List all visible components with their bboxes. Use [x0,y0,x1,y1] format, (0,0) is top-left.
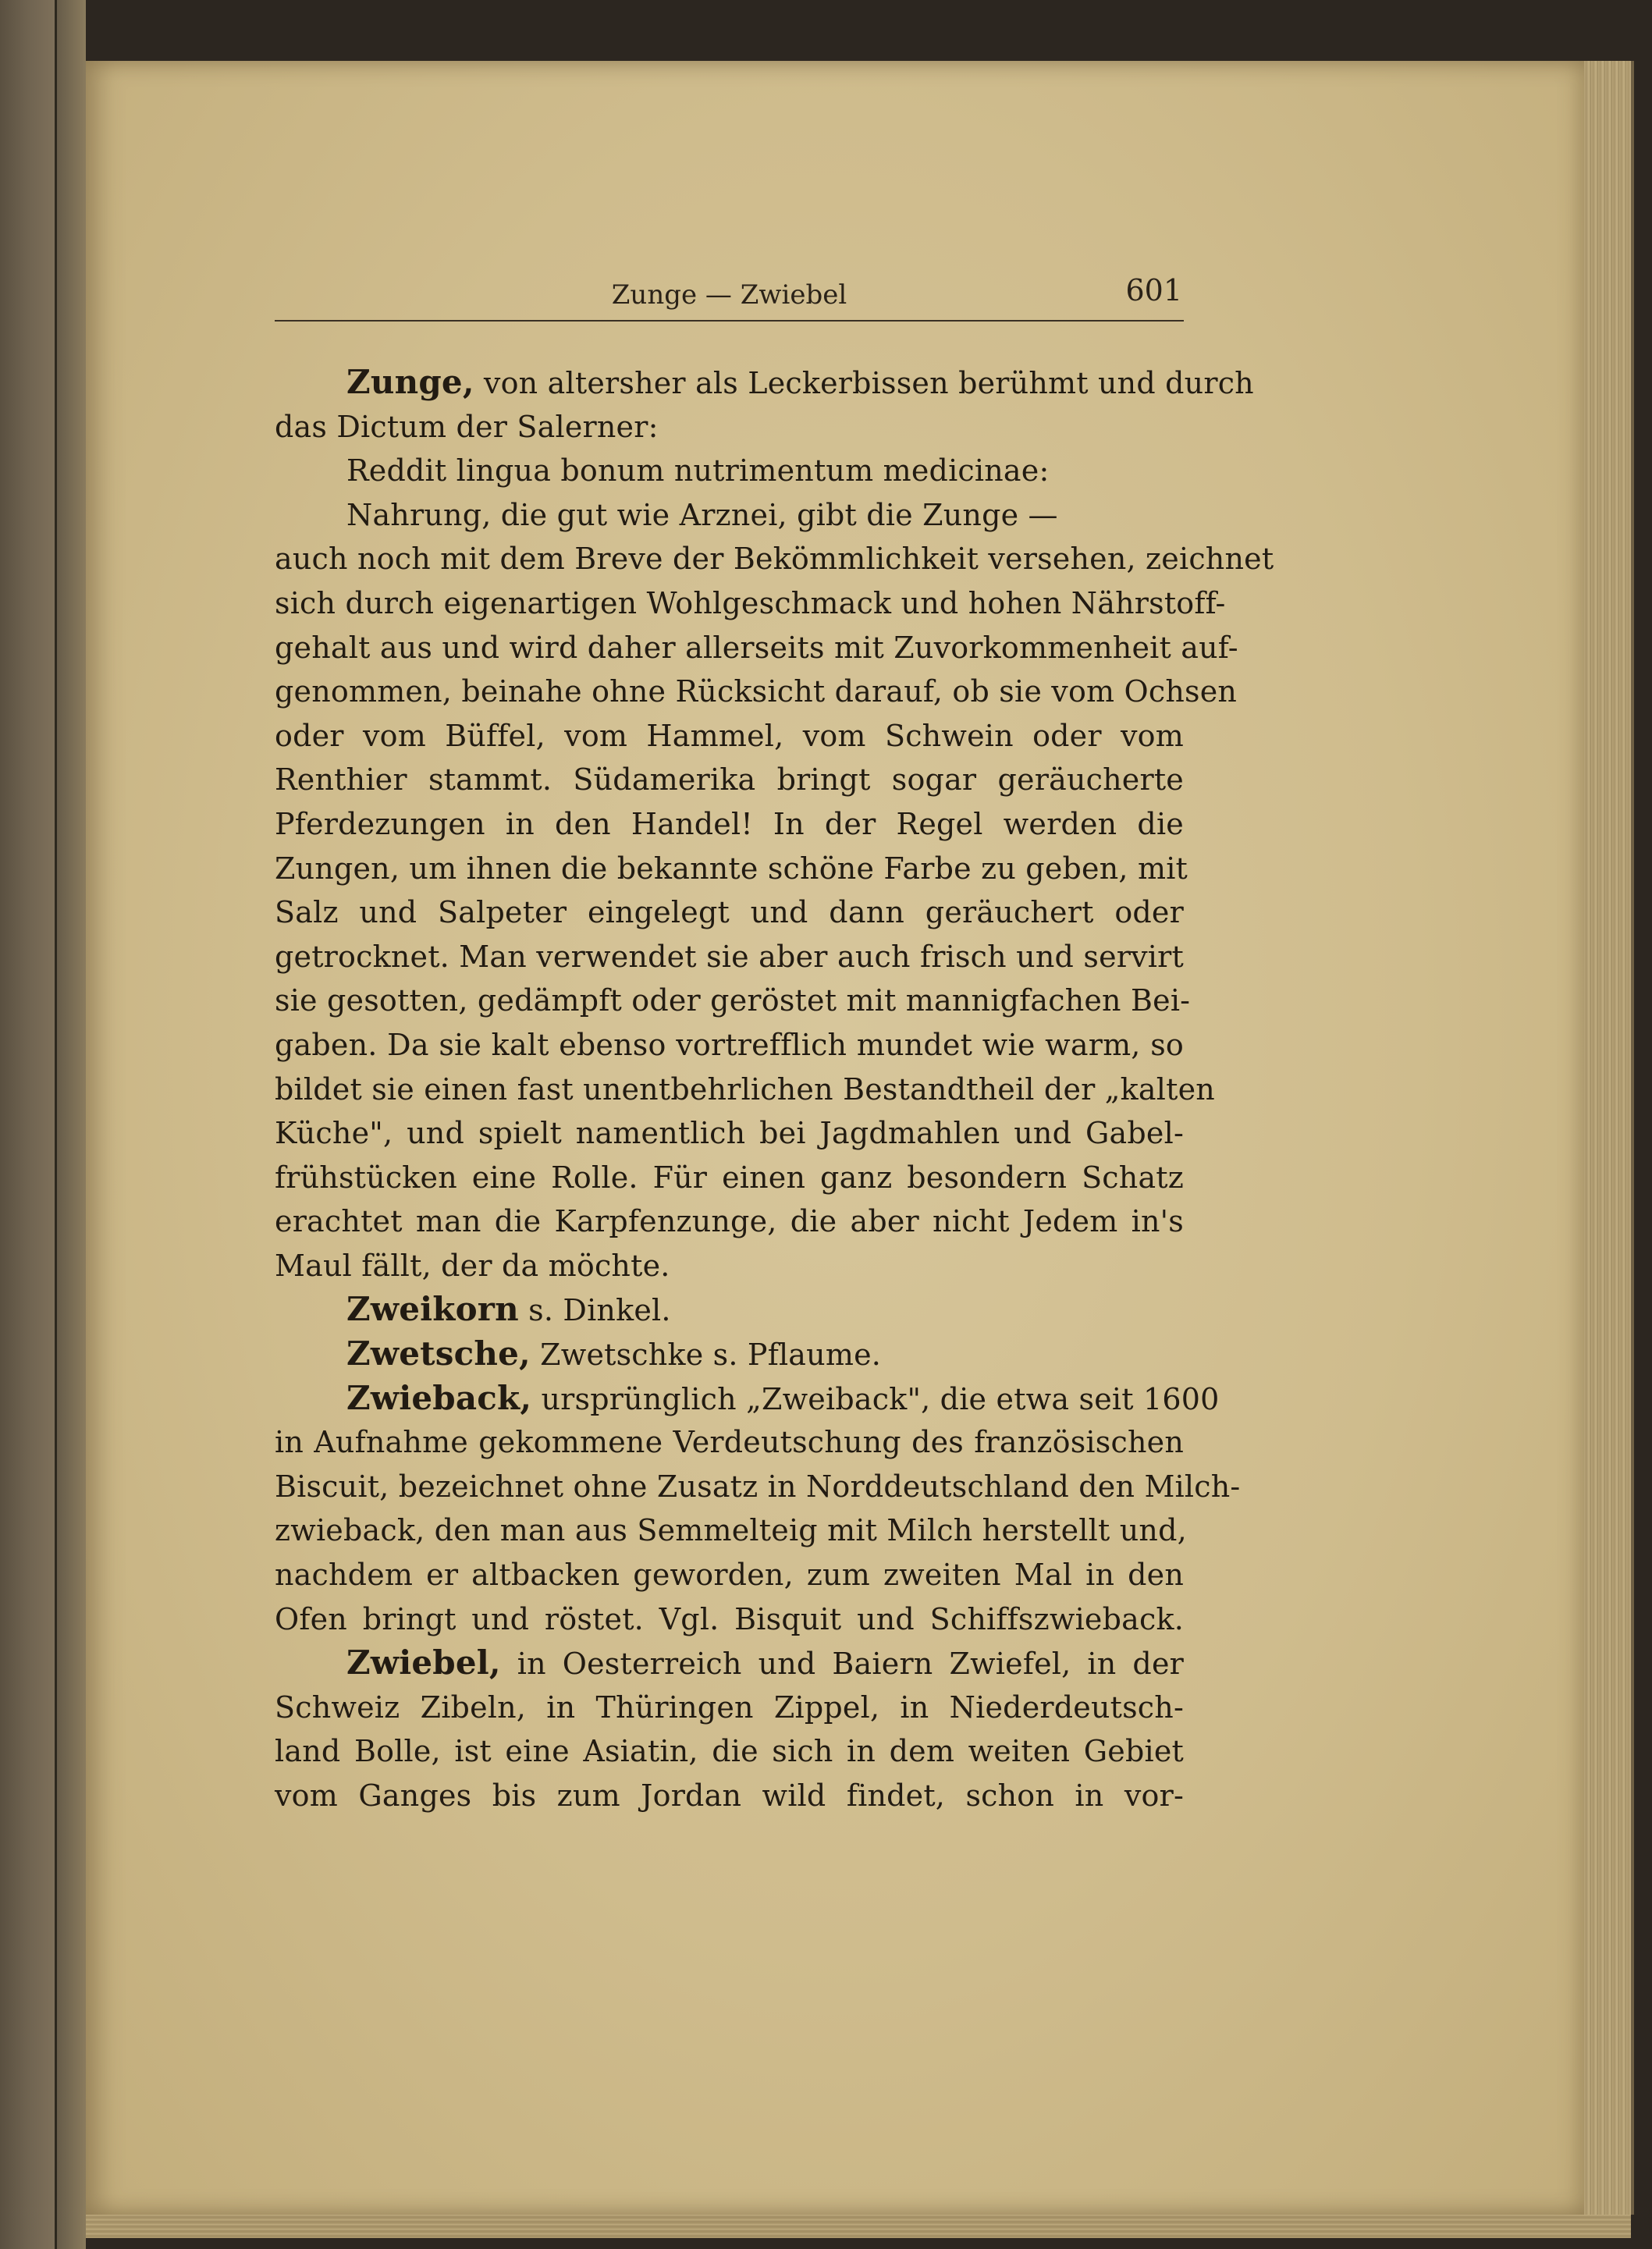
page-stack-right-edge [1584,61,1634,2215]
line-text: getrocknet. Man verwendet sie aber auch frisch und servirt [275,939,1184,974]
text-line [275,1199,1184,1244]
line-text: sie gesotten, gedämpft oder geröstet mit mannigfachen Bei- [275,983,1191,1018]
text-line [275,1420,1184,1465]
line-text: vom Ganges bis zum Jordan wild findet, schon in vor- [275,1778,1184,1813]
line-text: genommen, beinahe ohne Rücksicht darauf, ob sie vom Ochsen [275,674,1238,709]
text-line [275,1156,1184,1200]
text-line [275,670,1238,714]
line-text: Salz und Salpeter eingelegt und dann geräuchert oder [275,895,1184,930]
page-stack-bottom-edge [86,2215,1631,2238]
line-text: in Aufnahme gekommene Verdeutschung des französischen [275,1425,1184,1460]
line-text: Maul fällt, der da möchte. [275,1248,670,1283]
text-line [275,1686,1184,1730]
line-text: frühstücken eine Rolle. Für einen ganz besondern Schatz [275,1160,1184,1195]
line-text: Zungen, um ihnen die bekannte schöne Farbe zu geben, mit [275,851,1188,886]
line-text: Reddit lingua bonum nutrimentum medicinae: [346,453,1050,489]
entry-term: Zunge, [346,363,474,401]
line-text: nachdem er altbacken geworden, zum zweiten Mal in den [275,1558,1184,1593]
line-text: gaben. Da sie kalt ebenso vortrefflich mundet wie warm, so [275,1027,1184,1062]
entry-term: Zwieback, [346,1378,532,1417]
text-line [275,626,1238,670]
text-line [275,1244,1184,1288]
text-line [275,758,1184,802]
text-line [275,581,1226,626]
entry-term: Zwetsche, [346,1334,531,1373]
line-text: Nahrung, die gut wie Arznei, gibt die Zunge — [346,497,1058,532]
text-line [275,449,1184,493]
line-text: bildet sie einen fast unentbehrlichen Bestandtheil der „kalten [275,1071,1215,1107]
text-line [275,537,1274,581]
line-text: in Oesterreich und Baiern Zwiefel, in der [500,1647,1184,1682]
line-text: Biscuit, bezeichnet ohne Zusatz in Norddeutschland den Milch- [275,1469,1241,1504]
text-line [275,1377,1220,1421]
text-line [275,1508,1187,1553]
text-line [275,1111,1184,1156]
text-line [275,1023,1184,1068]
page-number: 601 [1125,273,1182,307]
line-text: Pferdezungen in den Handel! In der Regel werden die [275,806,1184,841]
text-line [275,847,1188,891]
line-text: land Bolle, ist eine Asiatin, die sich in dem weiten Gebiet [275,1734,1184,1769]
text-line [275,1774,1184,1818]
running-head: Zunge — Zwiebel [611,279,847,311]
line-text: s. Dinkel. [518,1293,671,1328]
text-line [275,979,1191,1023]
line-text: Zwetschke s. Pflaume. [530,1338,882,1373]
line-text: von altersher als Leckerbissen berühmt und durch [474,366,1254,400]
text-line [275,935,1184,979]
text-line [275,1068,1215,1112]
line-text: das Dictum der Salerner: [275,409,659,444]
body-text [275,361,1274,1818]
text-line [275,361,1254,405]
text-line [275,1332,1184,1377]
line-text: auch noch mit dem Breve der Bekömmlichkeit versehen, zeichnet [275,542,1274,577]
text-line [275,1597,1184,1642]
page-header [275,273,1184,322]
line-text: Schweiz Zibeln, in Thüringen Zippel, in Niederdeutsch- [275,1689,1184,1725]
text-line [275,1465,1241,1509]
text-line [275,1729,1184,1774]
entry-term: Zwiebel, [346,1643,501,1682]
line-text: ursprünglich „Zweiback", die etwa seit 1600 [531,1381,1220,1416]
line-text: zwieback, den man aus Semmelteig mit Milch herstellt und, [275,1513,1187,1548]
line-text: Renthier stammt. Südamerika bringt sogar geräucherte [275,762,1184,798]
line-text: erachtet man die Karpfenzunge, die aber nicht Jedem in's [275,1204,1184,1239]
text-line [275,1288,1184,1332]
text-line [275,890,1184,935]
text-line [275,714,1184,759]
book-cover-edge [0,0,57,2249]
line-text: sich durch eigenartigen Wohlgeschmack und hohen Nährstoff- [275,585,1226,620]
line-text: Küche", und spielt namentlich bei Jagdmahlen und Gabel- [275,1116,1184,1151]
line-text: gehalt aus und wird daher allerseits mit Zuvorkommenheit auf- [275,630,1238,665]
text-line [275,1641,1184,1686]
text-line [275,1553,1184,1597]
line-text: oder vom Büffel, vom Hammel, vom Schwein oder vom [275,718,1184,753]
text-line [275,493,1184,538]
text-line [275,802,1184,847]
entry-term: Zweikorn [346,1290,519,1329]
text-line [275,405,1184,449]
line-text: Ofen bringt und röstet. Vgl. Bisquit und Schiffszwieback. [275,1601,1184,1636]
